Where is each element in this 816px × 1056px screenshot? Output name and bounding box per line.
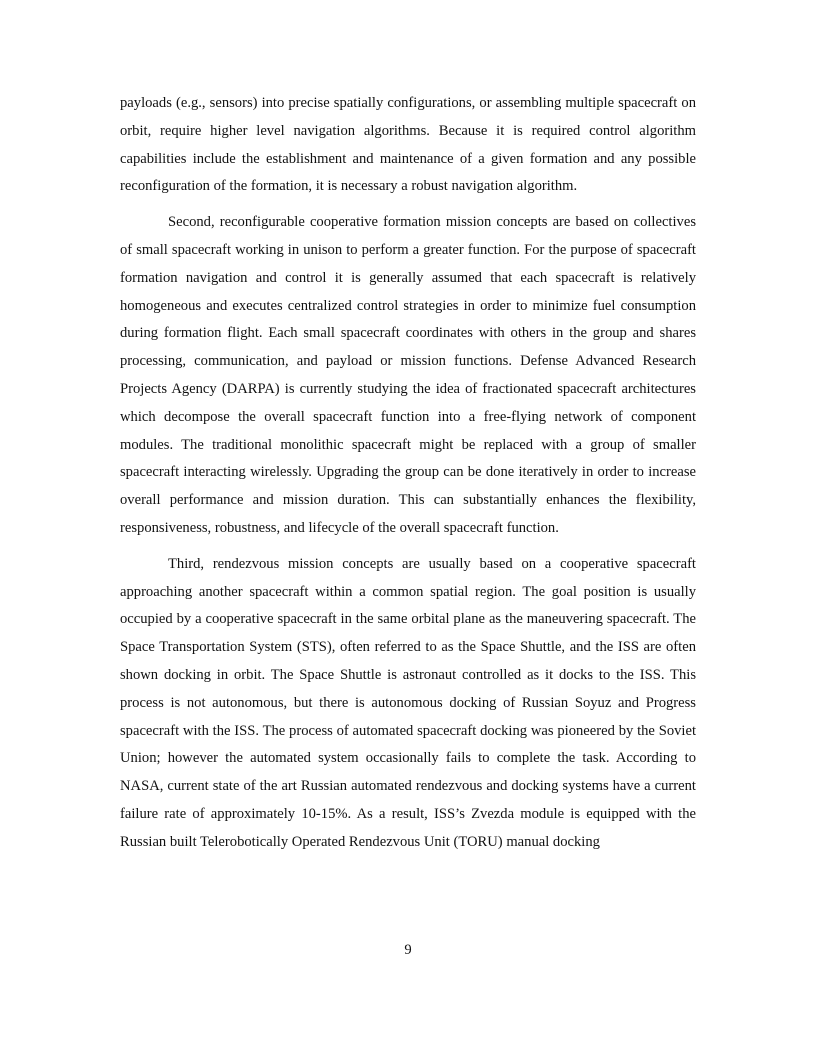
- body-text: [120, 90, 696, 857]
- paragraph-1: payloads (e.g., sensors) into precise spatially configurations, or assembling multiple spacecraft on orbit, require higher level navigation algorithms. Because it is required control algorithm capabilities include the establishment and maintenance of a given formation and any possible reconfiguration of the formation, it is necessary a robust navigation algorithm.: [120, 95, 696, 195]
- paragraph-3: Third, rendezvous mission concepts are usually based on a cooperative spacecraft approaching another spacecraft within a common spatial region. The goal position is usually occupied by a cooperative spacecraft in the same orbital plane as the maneuvering spacecraft. The Space Transportation System (STS), often referred to as the Space Shuttle, and the ISS are often shown docking in orbit. The Space Shuttle is astronaut controlled as it docks to the ISS. This process is not autonomous, but there is autonomous docking of Russian Soyuz and Progress spacecraft with the ISS. The process of automated spacecraft docking was pioneered by the Soviet Union; however the automated system occasionally fails to complete the task. According to NASA, current state of the art Russian automated rendezvous and docking systems have a current failure rate of approximately 10-15%. As a result, ISS’s Zvezda module is equipped with the Russian built Telerobotically Operated Rendezvous Unit (TORU) manual docking: [120, 555, 696, 850]
- paragraph-2: Second, reconfigurable cooperative formation mission concepts are based on collectives of small spacecraft working in unison to perform a greater function. For the purpose of spacecraft formation navigation and control it is generally assumed that each spacecraft is relatively homogeneous and executes centralized control strategies in order to minimize fuel consumption during formation flight. Each small spacecraft coordinates with others in the group and shares processing, communication, and payload or mission functions. Defense Advanced Research Projects Agency (DARPA) is currently studying the idea of fractionated spacecraft architectures which decompose the overall spacecraft function into a free-flying network of component modules. The traditional monolithic spacecraft might be replaced with a group of smaller spacecraft interacting wirelessly. Upgrading the group can be done iteratively in order to increase overall performance and mission duration. This can substantially enhances the flexibility, responsiveness, robustness, and lifecycle of the overall spacecraft function.: [120, 214, 696, 536]
- page-number: 9: [404, 942, 412, 958]
